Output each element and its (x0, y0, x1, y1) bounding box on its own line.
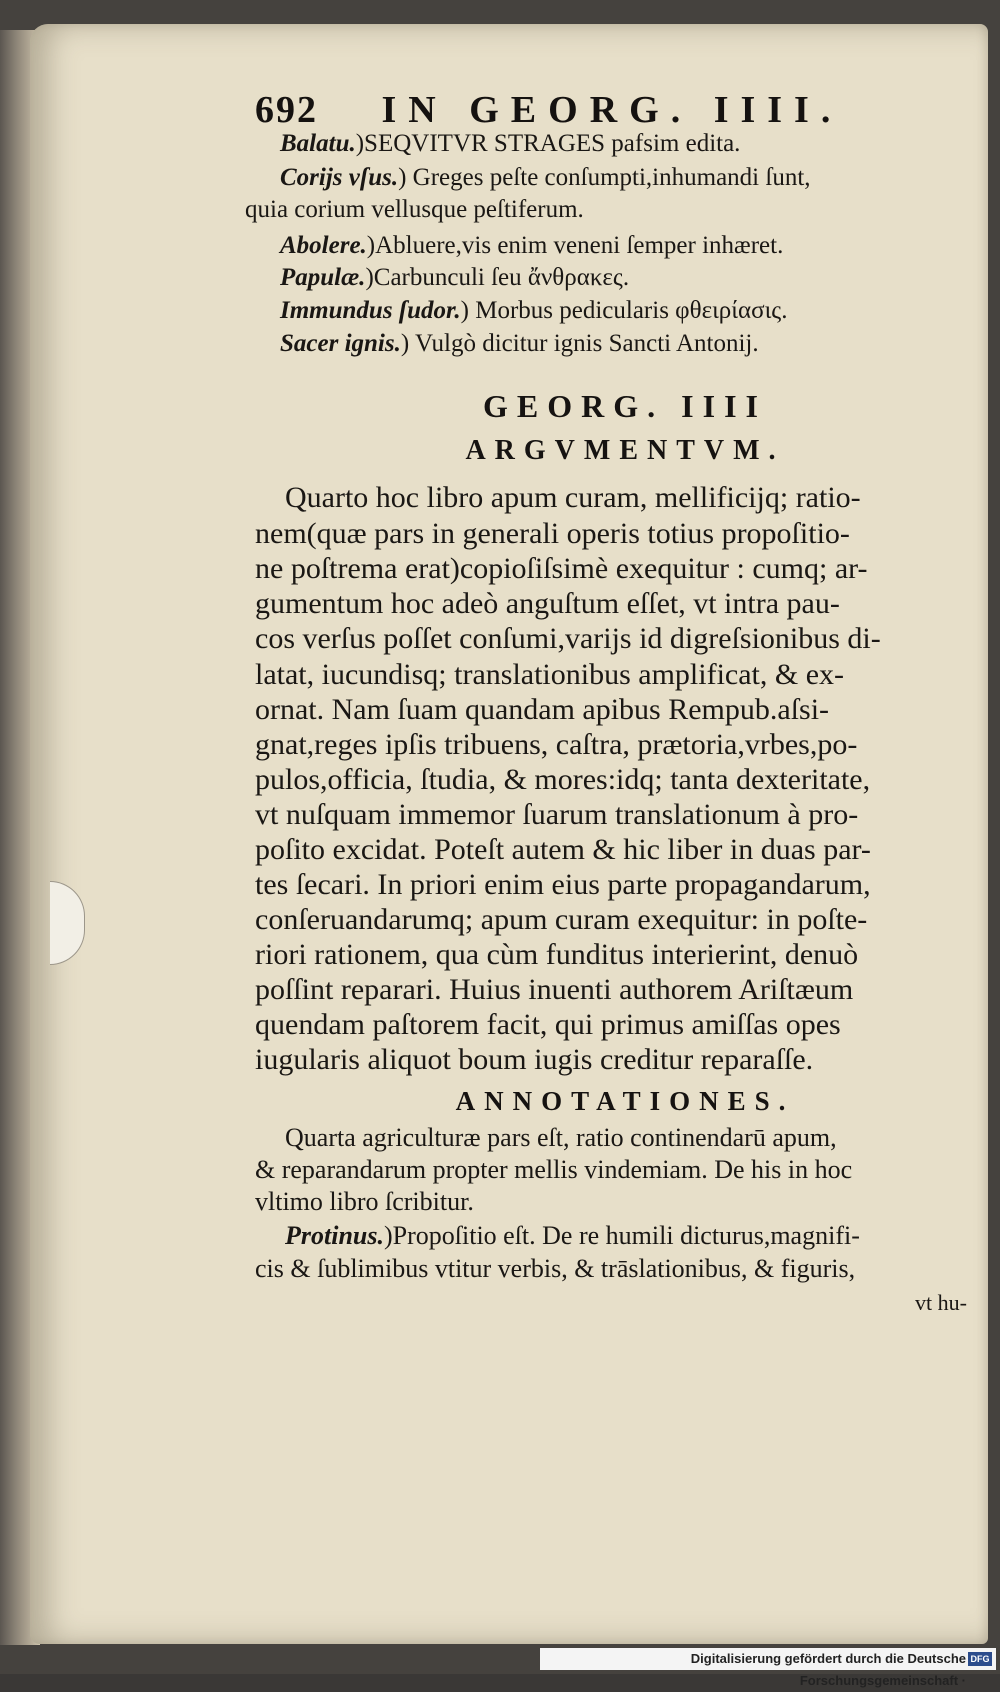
argumentum-line: Quarto hoc libro apum curam, mellificijq; ratio- (285, 481, 861, 514)
gloss-line: Abolere.)Abluere,vis enim veneni ſemper inhæret. (280, 232, 784, 259)
gloss-line: Balatu.)SEQVITVR STRAGES pafsim edita. (280, 130, 741, 157)
argumentum-line: gnat,reges ipſis tribuens, caſtra, prætoria,vrbes,po- (255, 728, 858, 761)
argumentum-line: vt nuſquam immemor ſuarum translationum à pro- (255, 798, 859, 831)
dfg-logo: DFG (968, 1652, 992, 1666)
gloss-line: Corijs vſus.) Greges peſte conſumpti,inhumandi ſunt, (280, 164, 811, 191)
page-number: 692 (255, 89, 318, 131)
gloss-line: Sacer ignis.) Vulgò dicitur ignis Sancti Antonij. (280, 330, 759, 357)
argumentum-line: latat, iucundisq; translationibus amplificat, & ex- (255, 658, 845, 691)
gloss-line: Immundus ſudor.) Morbus pedicularis φθειρίασις. (280, 297, 788, 324)
gloss-line: quia corium vellusque peſtiferum. (245, 196, 584, 223)
argumentum-line: iugularis aliquot boum iugis creditur reparaſſe. (255, 1043, 814, 1076)
argumentum-line: gumentum hoc adeò anguſtum eſſet, vt intra pau- (255, 587, 840, 620)
argumentum-line: pulos,officia, ſtudia, & mores:idq; tanta dexteritate, (255, 763, 871, 796)
argumentum-line: poſito excidat. Poteſt autem & hic liber in duas par- (255, 833, 871, 866)
argumentum-line: ornat. Nam ſuam quandam apibus Rempub.aſsi- (255, 693, 830, 726)
argumentum-line: nem(quæ pars in generali operis totius propoſitio- (255, 517, 850, 550)
credit-text: Digitalisierung gefördert durch die Deutsche Forschungsgemeinschaft · (690, 1651, 966, 1688)
annotation-line: & reparandarum propter mellis vindemiam. De his in hoc (255, 1155, 853, 1184)
annotationes-title: ANNOTATIONES. (455, 1086, 795, 1116)
argumentum-title: ARGVMENTVM. (465, 435, 785, 466)
gloss-line: Papulæ.)Carbunculi ſeu ἄνθρακες. (280, 264, 630, 291)
annotation-line: cis & ſublimibus vtitur verbis, & trāslationibus, & figuris, (255, 1254, 856, 1283)
running-head: IN GEORG. IIII. (381, 89, 843, 131)
argumentum-line: tes ſecari. In priori enim eius parte propagandarum, (255, 868, 871, 901)
page-clip-mark (50, 881, 85, 965)
argumentum-line: poſſint reparari. Huius inuenti authorem Ariſtæum (255, 973, 854, 1006)
argumentum-line: riori rationem, qua cùm funditus interierint, denuò (255, 938, 859, 971)
argumentum-line: ne poſtrema erat)copioſiſsimè exequitur : cumq; ar- (255, 552, 868, 585)
annotation-line: Quarta agriculturæ pars eſt, ratio continendarū apum, (285, 1123, 837, 1152)
argumentum-line: conſeruandarumq; apum curam exequitur: in poſte- (255, 903, 868, 936)
argumentum-line: quendam paſtorem facit, qui primus amiſſas opes (255, 1008, 841, 1041)
annotation-line: Protinus.)Propoſitio eſt. De re humili dicturus,magnifi- (285, 1221, 860, 1250)
annotation-line: vltimo libro ſcribitur. (255, 1187, 474, 1216)
running-header (255, 88, 842, 132)
catchword: vt hu- (915, 1290, 967, 1315)
section-title: GEORG. IIII (483, 388, 767, 424)
digitization-credit (540, 1648, 996, 1688)
argumentum-line: cos verſus poſſet conſumi,varijs id digreſsionibus di- (255, 622, 881, 655)
